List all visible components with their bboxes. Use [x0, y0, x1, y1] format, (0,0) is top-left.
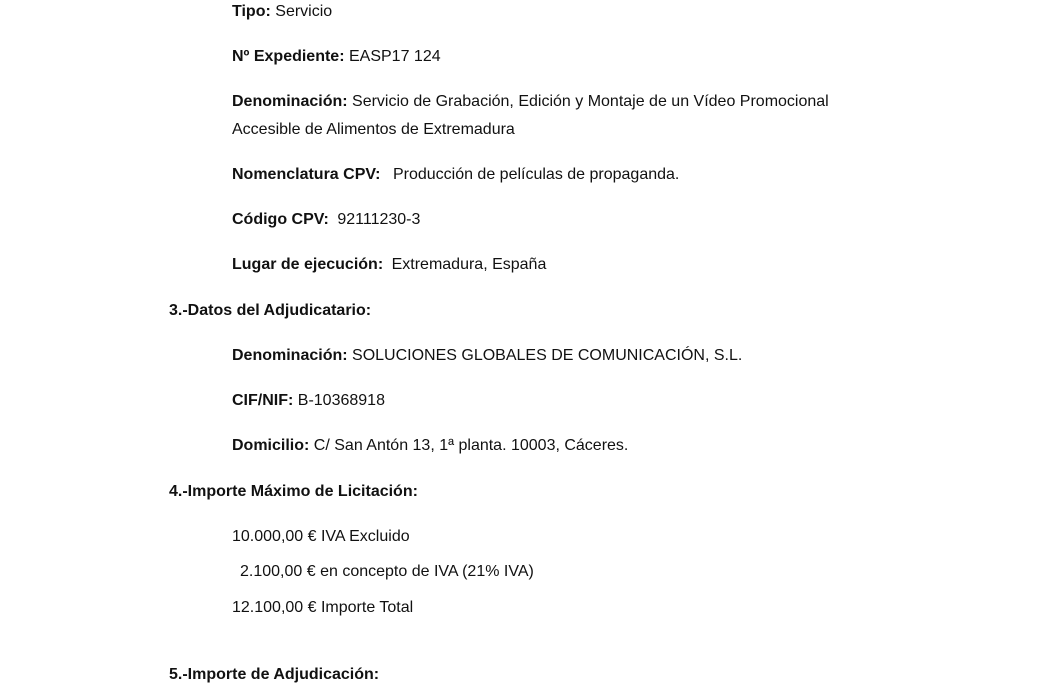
cif-label: CIF/NIF: — [232, 392, 294, 409]
expediente-value: EASP17 124 — [348, 48, 441, 65]
codigo-value: 92111230-3 — [337, 211, 421, 228]
denominacion-continuation — [232, 119, 515, 141]
denominacion-value-line2: Accesible de Alimentos de Extremadura — [232, 121, 515, 138]
nomenclatura-label: Nomenclatura CPV: — [232, 166, 381, 183]
domicilio-label: Domicilio: — [232, 437, 310, 454]
expediente-row — [232, 46, 441, 68]
denominacion-row — [232, 91, 829, 113]
importe-line-2: 2.100,00 € en concepto de IVA (21% IVA) — [240, 563, 534, 580]
tipo-row — [232, 1, 332, 23]
domicilio-row — [232, 435, 628, 457]
tipo-label: Tipo: — [232, 3, 271, 20]
adjudicatario-denominacion-value: SOLUCIONES GLOBALES DE COMUNICACIÓN, S.L. — [352, 347, 743, 364]
section5-heading-partial: 5.-Importe de Adjudicación: — [169, 666, 380, 683]
codigo-label: Código CPV: — [232, 211, 329, 228]
expediente-label: Nº Expediente: — [232, 48, 345, 65]
cif-row — [232, 390, 385, 412]
nomenclatura-row — [232, 164, 679, 186]
lugar-label: Lugar de ejecución: — [232, 256, 384, 273]
tipo-value: Servicio — [275, 3, 333, 20]
domicilio-value: C/ San Antón 13, 1ª planta. 10003, Cáceres. — [313, 437, 629, 454]
nomenclatura-value: Producción de películas de propaganda. — [392, 166, 680, 183]
denominacion-value-line1: Servicio de Grabación, Edición y Montaje de un Vídeo Promocional — [352, 93, 829, 110]
lugar-value: Extremadura, España — [391, 256, 547, 273]
adjudicatario-denominacion-row — [232, 345, 742, 367]
adjudicatario-denominacion-label: Denominación: — [232, 347, 348, 364]
codigo-row — [232, 209, 420, 231]
lugar-row — [232, 254, 546, 276]
section4-heading: 4.-Importe Máximo de Licitación: — [169, 483, 418, 500]
importe-line-3: 12.100,00 € Importe Total — [232, 599, 414, 616]
importe-line-1: 10.000,00 € IVA Excluido — [232, 528, 410, 545]
section3-heading: 3.-Datos del Adjudicatario: — [169, 302, 372, 319]
cif-value: B-10368918 — [297, 392, 385, 409]
denominacion-label: Denominación: — [232, 93, 348, 110]
